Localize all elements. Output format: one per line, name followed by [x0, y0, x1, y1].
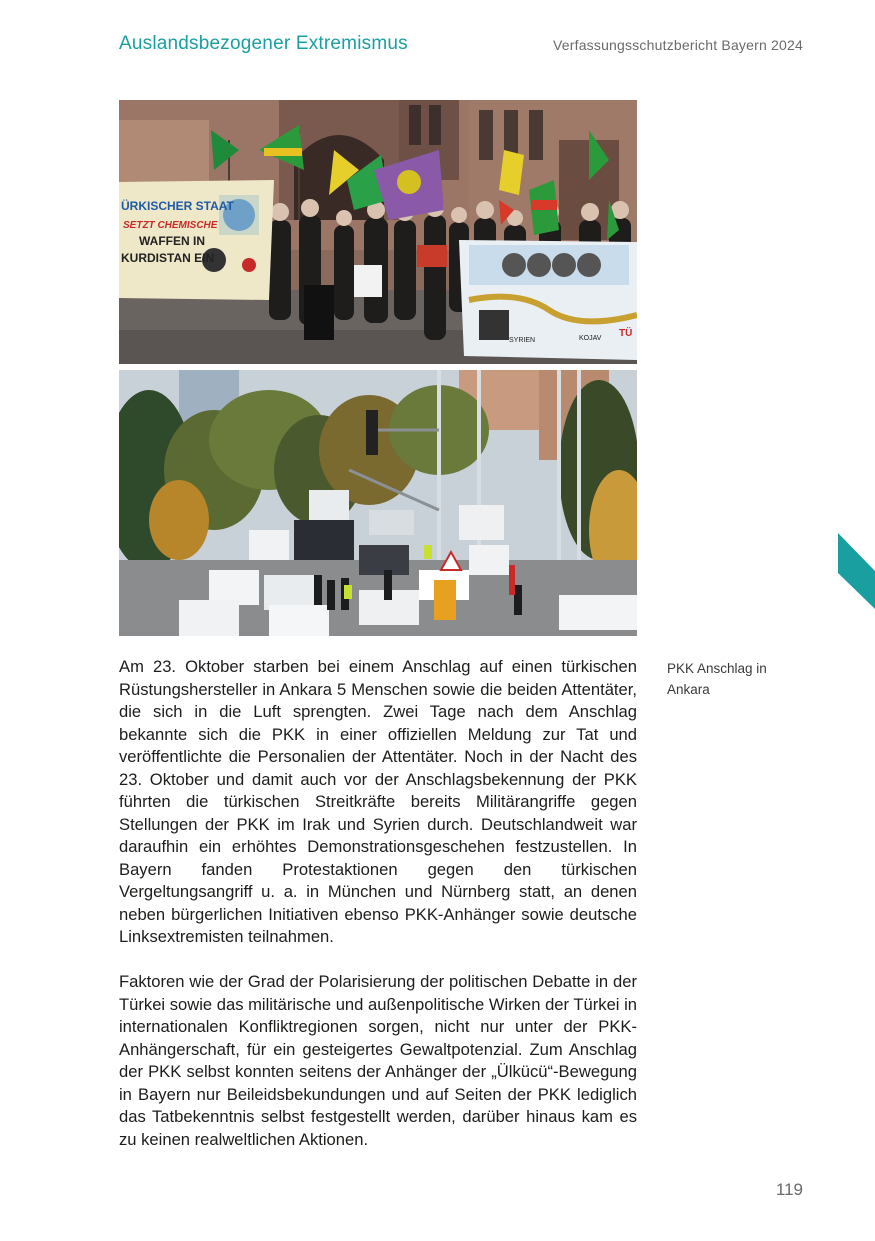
banner-left-line-2: SETZT CHEMISCHE — [123, 220, 218, 231]
banner-label-kojav: KOJAV — [579, 335, 602, 342]
banner-label-tue: TÜ — [619, 328, 633, 339]
banner-left — [119, 180, 274, 300]
banner-left-line-4: KURDISTAN EIN — [121, 251, 215, 265]
paragraph-1: Am 23. Oktober starben bei einem Anschlag auf einen türkischen Rüstungshersteller in Ankara 5 Menschen sowie die beiden Attentäter, die sich in die Luft sprengten. Zwei Tage nach dem Anschlag bekannte sich die PKK in einer offiziellen Meldung zur Tat und veröffentlichte die Personalien der Attentäter. Noch in der Nacht des 23. Oktober und damit auch vor der Anschlagsbekennung der PKK führten die türkischen Streitkräfte bereits Militärangriffe gegen Stellungen der PKK im Irak und Syrien durch. Deutschlandweit war daraufhin ein erhöhtes Demonstrationsgeschehen festzustellen. In Bayern fanden Protestaktionen gegen den türkischen Vergeltungsangriff u. a. in München und Nürnberg statt, an denen neben bürgerlichen Initiativen ebenso PKK-Anhänger sowie deutsche Linksextremisten teilnahmen. — [119, 657, 637, 946]
banner-right — [459, 240, 637, 360]
ankara-street-photo — [119, 370, 637, 636]
section-tab-marker — [838, 533, 875, 609]
margin-note: PKK Anschlag in Ankara — [667, 661, 767, 697]
banner-left-line-3: WAFFEN IN — [139, 234, 205, 248]
banner-left-line-1: ÜRKISCHER STAAT — [121, 199, 234, 213]
section-title: Auslandsbezogener Extremismus — [119, 33, 408, 54]
banner-label-syrien: SYRIEN — [509, 337, 536, 344]
paragraph-2: Faktoren wie der Grad der Polarisierung der politischen Debatte in der Türkei sowie das militärische und außenpolitische Wirken der Türkei in internationalen Konfliktregionen sorgen, nicht nur unter der PKK-Anhängerschaft, für ein gesteigertes Gewaltpotenzial. Zum Anschlag der PKK selbst konnten seitens der Anhänger der „Ülkücü“-Bewegung in Bayern nur Beileidsbekundungen und auf Seiten der PKK lediglich das Tatbekenntnis selbst festgestellt werden, darüber hinaus kam es zu keinen realweltlichen Aktionen. — [119, 972, 638, 1149]
report-title: Verfassungsschutzbericht Bayern 2024 — [552, 37, 803, 53]
demonstration-photo — [119, 100, 637, 364]
page-number: 119 — [775, 1180, 803, 1199]
